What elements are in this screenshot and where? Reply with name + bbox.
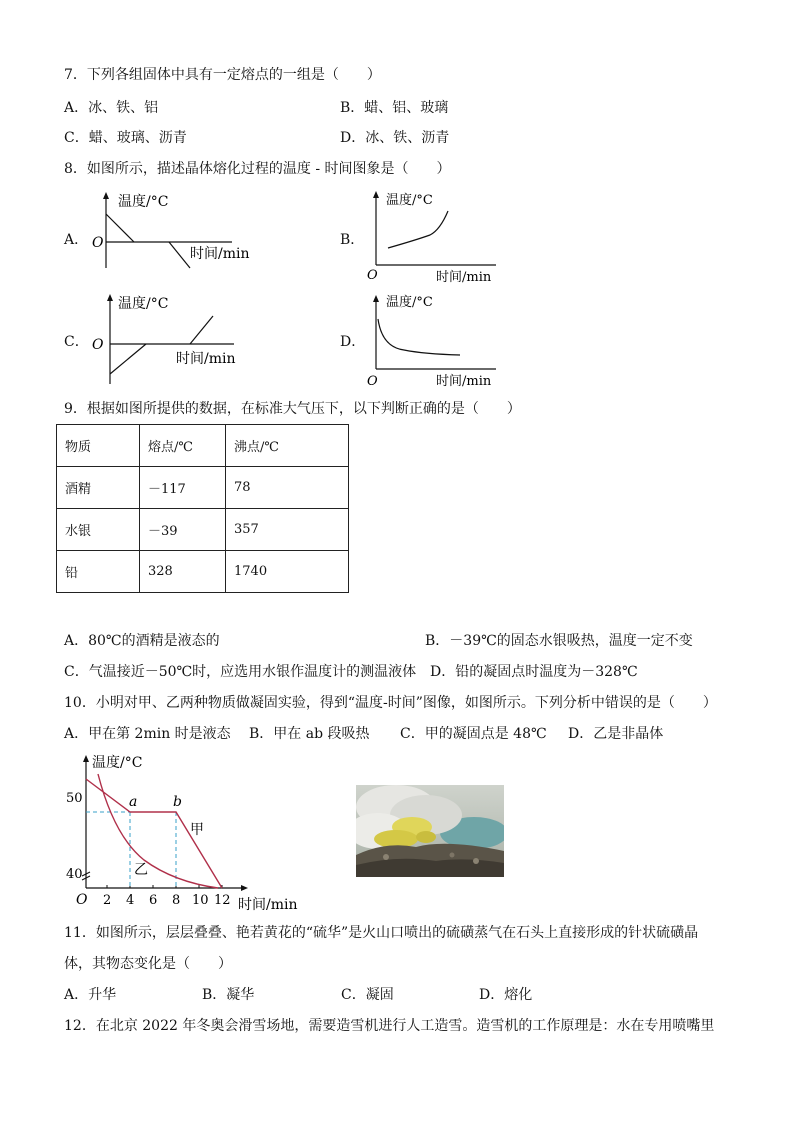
q10-option-b: B．甲在 ab 段吸热 xyxy=(249,726,370,742)
q10-stem: 10．小明对甲、乙两种物质做凝固实验，得到“温度-时间”图像，如图所示。下列分析中错误的是（ ） xyxy=(64,695,717,711)
q11-option-c: C．凝固 xyxy=(341,987,394,1003)
table-cell: 水银 xyxy=(57,509,140,551)
q8-graph-b xyxy=(364,188,504,284)
q8-graph-d xyxy=(364,292,504,388)
q8-d-xlabel: 时间/min xyxy=(436,374,492,388)
table-cell: 78 xyxy=(226,467,349,509)
table-cell: －39 xyxy=(140,509,226,551)
q8-c-origin: O xyxy=(92,337,104,353)
q10-option-a: A．甲在第 2min 时是液态 xyxy=(64,726,231,742)
table-header-cell: 沸点/℃ xyxy=(226,425,349,467)
table-header-cell: 物质 xyxy=(57,425,140,467)
q9-option-d: D．铅的凝固点时温度为－328℃ xyxy=(430,664,638,680)
q10-xtick: 6 xyxy=(149,893,158,908)
table-cell: 铅 xyxy=(57,551,140,593)
q10-ylabel: 温度/°C xyxy=(92,755,143,771)
q10-xlabel: 时间/min xyxy=(238,897,298,913)
table-row xyxy=(57,509,349,551)
q8-b-xlabel: 时间/min xyxy=(436,270,492,284)
q7-option-d: D．冰、铁、沥青 xyxy=(340,130,450,146)
q7-stem: 7．下列各组固体中具有一定熔点的一组是（ ） xyxy=(64,67,381,83)
table-cell: 328 xyxy=(140,551,226,593)
table-cell: 1740 xyxy=(226,551,349,593)
table-cell: －117 xyxy=(140,467,226,509)
q10-xtick: 10 xyxy=(192,893,209,908)
table-row xyxy=(57,467,349,509)
q8-option-c-letter: C． xyxy=(64,334,89,350)
q8-option-a-letter: A． xyxy=(64,232,89,248)
q10-xtick: 4 xyxy=(126,893,135,908)
q10-point-b: b xyxy=(173,794,182,810)
q10-xtick: 2 xyxy=(103,893,112,908)
q9-stem: 9．根据如图所提供的数据，在标准大气压下，以下判断正确的是（ ） xyxy=(64,401,521,417)
q10-xtick: 8 xyxy=(172,893,181,908)
q8-b-ylabel: 温度/°C xyxy=(386,193,433,208)
table-header-cell: 熔点/℃ xyxy=(140,425,226,467)
sulfur-crater-photo xyxy=(356,785,504,877)
q11-stem-line2: 体，其物态变化是（ ） xyxy=(64,956,232,972)
q8-a-ylabel: 温度/°C xyxy=(118,194,169,210)
q11-stem-line1: 11．如图所示，层层叠叠、艳若黄花的“硫华”是火山口喷出的硫磺蒸气在石头上直接形成的针状硫磺晶 xyxy=(64,925,699,941)
q7-option-a: A．冰、铁、铝 xyxy=(64,100,159,116)
q7-option-c: C．蜡、玻璃、沥青 xyxy=(64,130,187,146)
q8-d-origin: O xyxy=(367,374,378,388)
q8-c-xlabel: 时间/min xyxy=(176,351,236,367)
q9-data-table xyxy=(56,424,349,593)
q9-option-c: C．气温接近－50℃时，应选用水银作温度计的测温液体 xyxy=(64,664,417,680)
q11-option-a: A．升华 xyxy=(64,987,117,1003)
q10-xtick: 12 xyxy=(214,893,231,908)
q9-option-a: A．80℃的酒精是液态的 xyxy=(64,633,220,649)
q8-option-b-letter: B． xyxy=(340,232,365,248)
table-cell: 酒精 xyxy=(57,467,140,509)
table-header-row xyxy=(57,425,349,467)
q8-graph-a xyxy=(84,190,274,270)
q10-origin: O xyxy=(76,892,88,908)
q11-option-d: D．熔化 xyxy=(479,987,533,1003)
q8-a-xlabel: 时间/min xyxy=(190,246,250,262)
q8-b-origin: O xyxy=(367,268,378,283)
q7-option-b: B．蜡、铝、玻璃 xyxy=(340,100,449,116)
q8-graph-c xyxy=(84,292,274,386)
q11-option-b: B．凝华 xyxy=(202,987,255,1003)
q10-option-c: C．甲的凝固点是 48℃ xyxy=(400,726,547,742)
q10-label-jia: 甲 xyxy=(190,822,204,838)
q10-ytick-40: 40 xyxy=(66,867,83,882)
table-cell: 357 xyxy=(226,509,349,551)
q8-stem: 8．如图所示，描述晶体熔化过程的温度 - 时间图象是（ ） xyxy=(64,161,451,177)
q10-option-d: D．乙是非晶体 xyxy=(568,726,664,742)
q10-graph xyxy=(62,752,302,914)
q10-ytick-50: 50 xyxy=(66,791,83,806)
table-row xyxy=(57,551,349,593)
q9-option-b: B．－39℃的固态水银吸热，温度一定不变 xyxy=(425,633,693,649)
q8-c-ylabel: 温度/°C xyxy=(118,296,169,312)
q10-point-a: a xyxy=(129,794,138,810)
q8-a-origin: O xyxy=(92,235,104,251)
q10-label-yi: 乙 xyxy=(134,862,148,878)
q8-d-ylabel: 温度/°C xyxy=(386,295,433,310)
q8-option-d-letter: D． xyxy=(340,334,366,350)
q12-stem: 12．在北京 2022 年冬奥会滑雪场地，需要造雪机进行人工造雪。造雪机的工作原理是：水在专用喷嘴里 xyxy=(64,1018,715,1034)
